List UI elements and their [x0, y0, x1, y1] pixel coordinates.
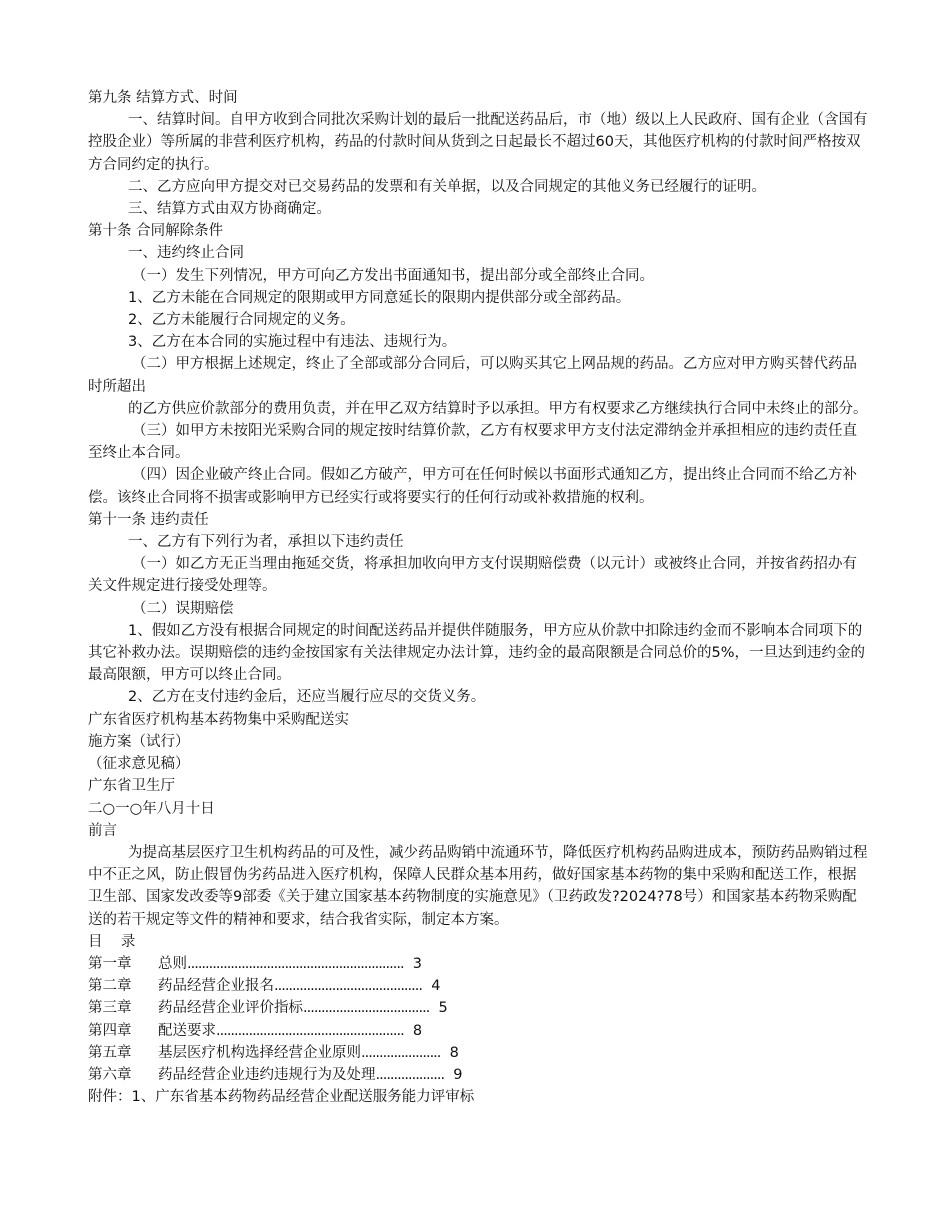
article-10-heading: 第十条 合同解除条件: [88, 223, 224, 240]
toc-page-number: 5: [438, 1000, 448, 1017]
article-10-item-2a: （二）甲方根据上述规定，终止了全部或部分合同后，可以购买其它上网品规的药品。乙方应对甲方购买替代药品时所超出: [88, 356, 857, 395]
plan-issuer: 广东省卫生厅: [88, 778, 175, 795]
toc-leader-dots: .........................................: [274, 978, 422, 995]
toc-leader-dots: ......................: [361, 1044, 441, 1061]
toc-chapter-title: 配送要求: [158, 1022, 216, 1039]
toc-chapter-title: 基层医疗机构选择经营企业原则: [158, 1044, 361, 1061]
toc-item: [88, 1064, 868, 1086]
toc-page-number: 3: [412, 955, 423, 972]
article-11-point-2: 2、乙方在支付违约金后，还应当履行应尽的交货义务。: [128, 689, 486, 706]
preface-paragraph: 为提高基层医疗卫生机构药品的可及性，减少药品购销中流通环节，降低医疗机构药品购进成本，预防药品购销过程中不正之风，防止假冒伪劣药品进入医疗机构，保障人民群众基本用药，做好国家基本药物的集中采购和配送工作，根据卫生部、国家发改委等9部委《关于建立国家基本药物制度的实施意见》（卫药政发?2024?78号）和国家基本药物采购配送的若干规定等文件的精神和要求，结合我省实际，制定本方案。: [88, 844, 868, 928]
toc-chapter-number: 第五章: [88, 1044, 132, 1061]
toc-page-number: 8: [449, 1044, 459, 1061]
article-11-heading: 第十一条 违约责任: [88, 511, 209, 528]
article-9-paragraph-1: 一、结算时间。自甲方收到合同批次采购计划的最后一批配送药品后，市（地）级以上人民政府、国有企业（含国有控股企业）等所属的非营利医疗机构，药品的付款时间从货到之日起最长不超过60天，其他医疗机构的付款时间严格按双方合同约定的执行。: [88, 112, 868, 173]
plan-date: 二○一○年八月十日: [88, 800, 215, 817]
plan-title-line-1: 广东省医疗机构基本药物集中采购配送实: [88, 711, 349, 728]
toc-chapter-title: 药品经营企业报名: [158, 978, 274, 995]
article-11-point-1: 1、假如乙方没有根据合同规定的时间配送药品并提供伴随服务，甲方应从价款中扣除违约金而不影响本合同项下的其它补救办法。误期赔偿的违约金按国家有关法律规定办法计算，违约金的最高限额是合同总价的5%，一旦达到违约金的最高限额，甲方可以终止合同。: [88, 622, 865, 684]
article-10-section-1: 一、违约终止合同: [128, 245, 244, 262]
plan-draft-note: （征求意见稿）: [88, 756, 190, 773]
plan-title-line-2: 施方案（试行）: [88, 733, 190, 750]
toc-chapter-number: 第一章: [88, 955, 132, 972]
toc-item: [88, 997, 868, 1019]
toc-chapter-title: 总则: [158, 955, 187, 972]
article-11-item-1: （一）如乙方无正当理由拖延交货，将承担加收向甲方支付误期赔偿费（以元计）或被终止合同，并按省药招办有关文件规定进行接受处理等。: [88, 556, 857, 595]
article-10-point-3: 3、乙方在本合同的实施过程中有违法、违规行为。: [128, 334, 457, 351]
article-9-heading: 第九条 结算方式、时间: [88, 90, 238, 106]
toc-leader-dots: ...................................: [303, 1000, 430, 1017]
article-10-point-1: 1、乙方未能在合同规定的限期或甲方同意延长的限期内提供部分或全部药品。: [128, 289, 631, 306]
toc-leader-dots: ....................................................: [216, 1022, 404, 1039]
document-body: [88, 87, 868, 1108]
appendix-line: 附件：1、广东省基本药物药品经营企业配送服务能力评审标: [88, 1089, 475, 1106]
article-9-paragraph-2: 二、乙方应向甲方提交对已交易药品的发票和有关单据，以及合同规定的其他义务已经履行的证明。: [128, 178, 766, 195]
preface-heading: 前言: [88, 822, 117, 839]
toc-chapter-number: 第四章: [88, 1022, 132, 1039]
toc-page-number: 4: [431, 978, 441, 995]
article-9-paragraph-3: 三、结算方式由双方协商确定。: [128, 201, 331, 218]
article-11-item-2: （二）误期赔偿: [132, 600, 234, 617]
toc-chapter-number: 第二章: [88, 978, 132, 995]
toc-heading: 目 录: [88, 933, 136, 950]
toc-item: [88, 953, 868, 975]
toc-leader-dots: ............................................................: [187, 955, 404, 972]
toc-page-number: 9: [453, 1066, 463, 1083]
article-11-section-1: 一、乙方有下列行为者，承担以下违约责任: [128, 534, 404, 551]
toc-chapter-title: 药品经营企业违约违规行为及处理: [158, 1066, 376, 1083]
article-10-item-3: （三）如甲方未按阳光采购合同的规定按时结算价款，乙方有权要求甲方支付法定滞纳金并承担相应的违约责任直至终止本合同。: [88, 423, 857, 462]
toc-page-number: 8: [412, 1022, 423, 1039]
toc-leader-dots: ...................: [375, 1066, 445, 1083]
toc-item: [88, 1020, 868, 1042]
article-10-item-4: （四）因企业破产终止合同。假如乙方破产，甲方可在任何时候以书面形式通知乙方，提出终止合同而不给乙方补偿。该终止合同将不损害或影响甲方已经实行或将要实行的任何行动或补救措施的权利。: [88, 467, 857, 506]
toc-item: [88, 975, 868, 997]
article-10-item-2b: 的乙方供应价款部分的费用负责，并在甲乙双方结算时予以承担。甲方有权要求乙方继续执行合同中未终止的部分。: [128, 400, 868, 417]
toc-chapter-number: 第三章: [88, 1000, 132, 1017]
toc-item: [88, 1042, 868, 1064]
toc-chapter-number: 第六章: [88, 1066, 132, 1083]
article-10-item-1: （一）发生下列情况，甲方可向乙方发出书面通知书，提出部分或全部终止合同。: [132, 267, 654, 284]
article-10-point-2: 2、乙方未能履行合同规定的义务。: [128, 312, 355, 329]
toc-chapter-title: 药品经营企业评价指标: [158, 1000, 303, 1017]
